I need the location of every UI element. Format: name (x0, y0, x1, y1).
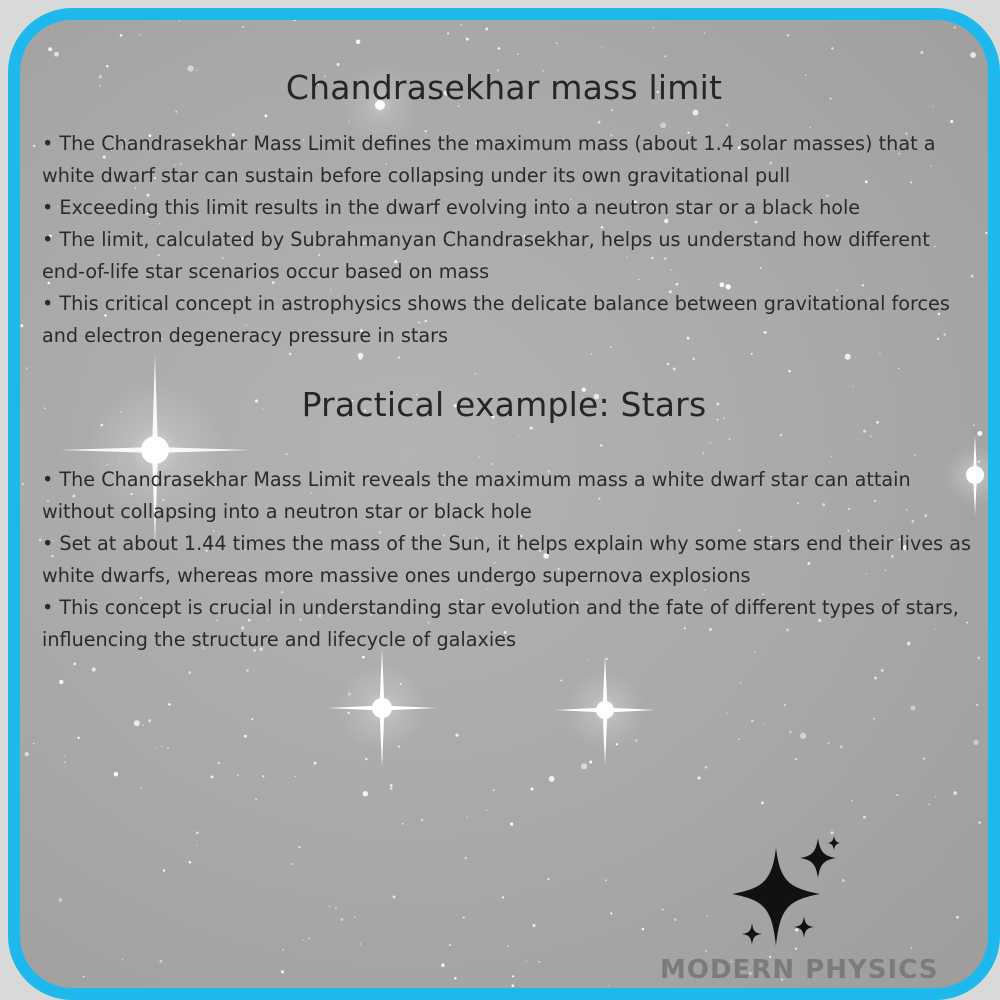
list-item: • This concept is crucial in understanding star evolution and the fate of different types of stars, influencing the structure and lifecycle of galaxies (42, 596, 959, 651)
card-content (20, 20, 988, 988)
list-item: • The Chandrasekhar Mass Limit reveals the maximum mass a white dwarf star can attain without collapsing into a neutron star or black hole (42, 468, 911, 523)
example-bullet-list (42, 464, 977, 656)
list-item: • Exceeding this limit results in the dwarf evolving into a neutron star or a black hole (42, 196, 861, 219)
page-title: Chandrasekhar mass limit (285, 68, 723, 107)
definition-bullet-list (42, 128, 977, 352)
list-item: • This critical concept in astrophysics shows the delicate balance between gravitational forces and electron degeneracy pressure in stars (42, 292, 950, 347)
list-item: • Set at about 1.44 times the mass of the Sun, it helps explain why some stars end their lives as white dwarfs, whereas more massive ones undergo supernova explosions (42, 532, 971, 587)
card (8, 8, 1000, 1000)
list-item: • The Chandrasekhar Mass Limit defines the maximum mass (about 1.4 solar masses) that a white dwarf star can sustain before collapsing under its own gravitational pull (42, 132, 936, 187)
section-title: Practical example: Stars (301, 385, 707, 424)
list-item: • The limit, calculated by Subrahmanyan Chandrasekhar, helps us understand how different end-of-life star scenarios occur based on mass (42, 228, 930, 283)
brand-watermark: MODERN PHYSICS (660, 955, 939, 985)
